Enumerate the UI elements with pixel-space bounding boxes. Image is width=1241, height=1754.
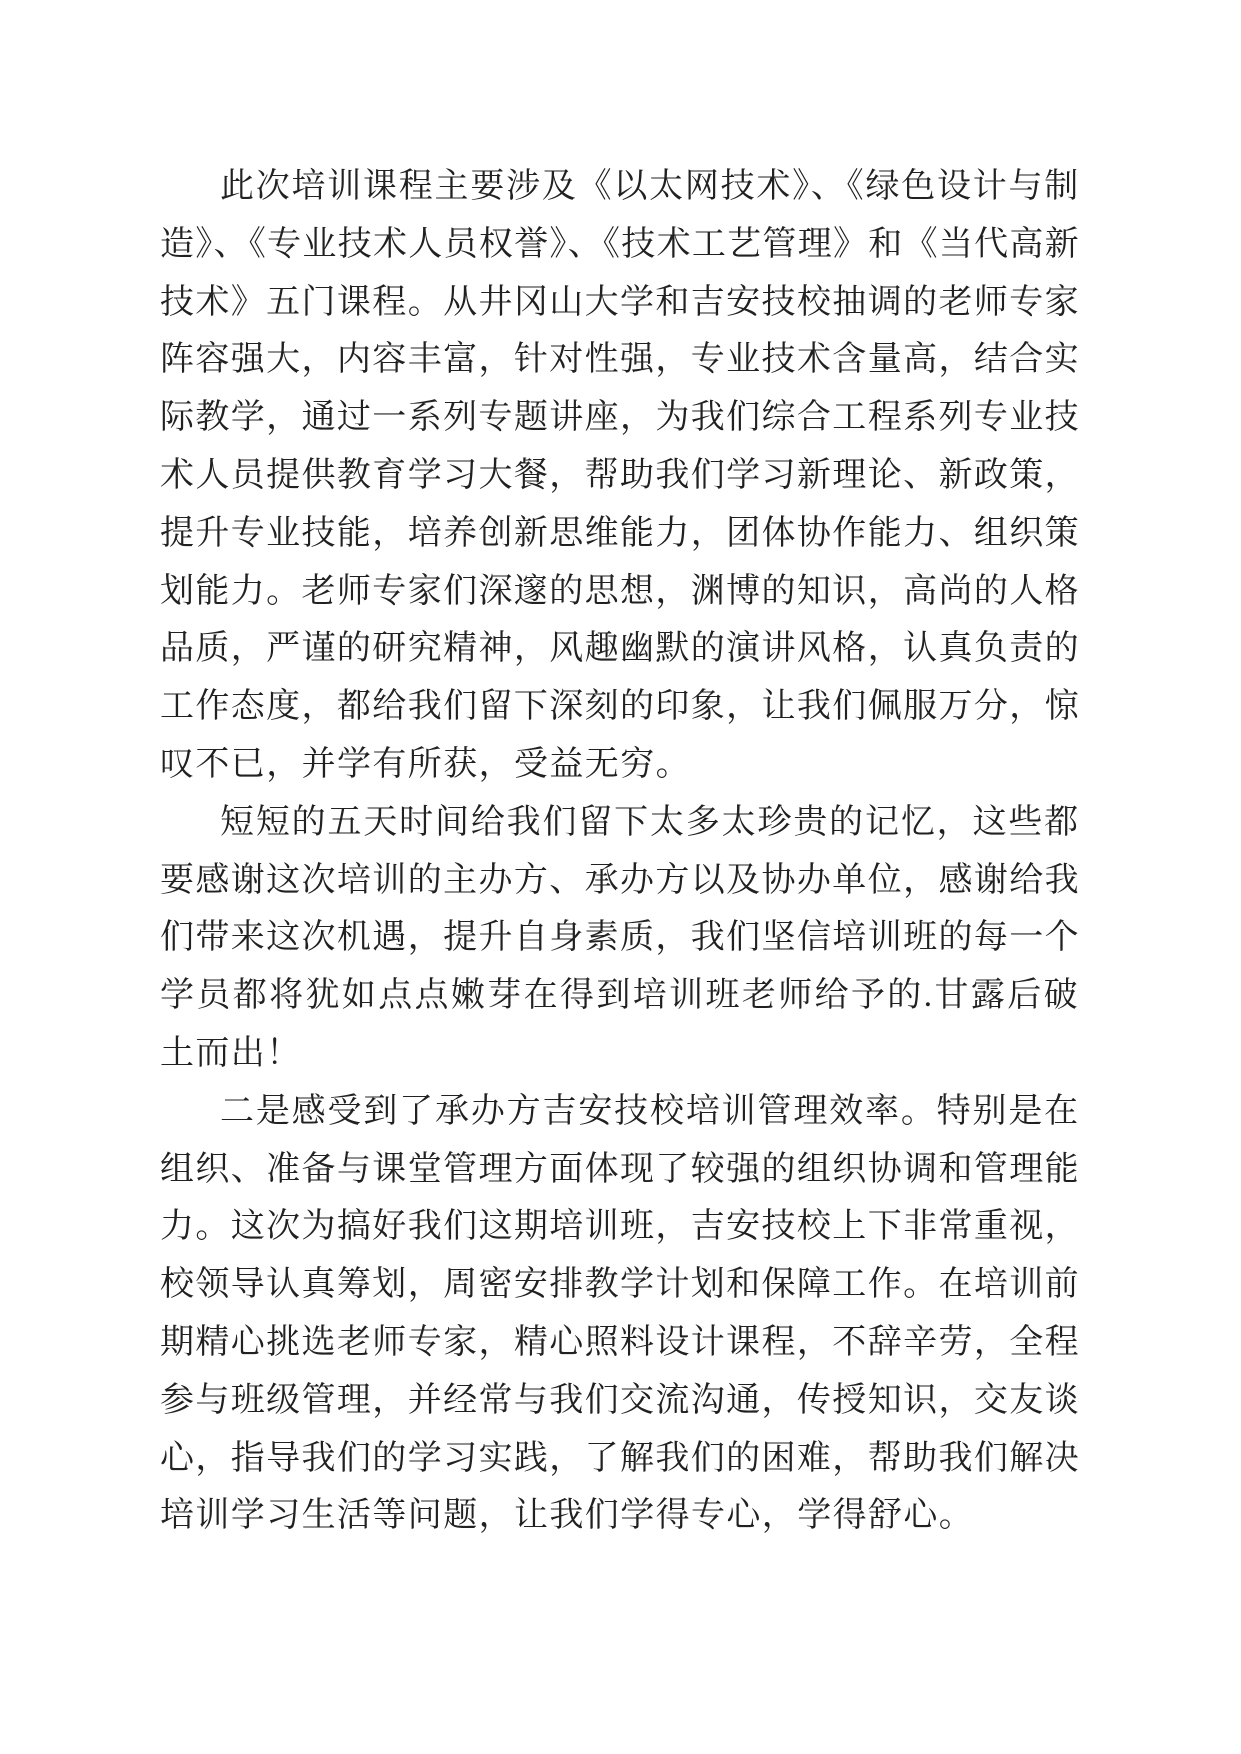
text-line: 期精心挑选老师专家，精心照料设计课程，不辞辛劳，全程 [160, 1323, 1080, 1361]
text-line: 组织、准备与课堂管理方面体现了较强的组织协调和管理能 [160, 1150, 1080, 1188]
text-line: 际教学，通过一系列专题讲座，为我们综合工程系列专业技 [160, 399, 1080, 437]
text-line: 造》、《专业技术人员权誉》、《技术工艺管理》和《当代高新 [160, 225, 1080, 263]
text-line: 学员都将犹如点点嫩芽在得到培训班老师给予的.甘露后破 [160, 977, 1080, 1015]
text-line: 要感谢这次培训的主办方、承办方以及协办单位，感谢给我 [160, 861, 1080, 899]
text-line: 们带来这次机遇，提升自身素质，我们坚信培训班的每一个 [160, 919, 1080, 957]
text-line: 二是感受到了承办方吉安技校培训管理效率。特别是在 [220, 1092, 1080, 1130]
text-line: 培训学习生活等问题，让我们学得专心，学得舒心。 [160, 1497, 975, 1535]
text-line: 叹不已，并学有所获，受益无穷。 [160, 745, 691, 783]
text-line: 校领导认真筹划，周密安排教学计划和保障工作。在培训前 [160, 1266, 1080, 1304]
text-line: 工作态度，都给我们留下深刻的印象，让我们佩服万分，惊 [160, 688, 1080, 726]
text-line: 土而出！ [160, 1034, 302, 1072]
text-line: 术人员提供教育学习大餐，帮助我们学习新理论、新政策， [160, 456, 1080, 494]
text-line: 阵容强大，内容丰富，针对性强，专业技术含量高，结合实 [160, 341, 1080, 379]
text-line: 提升专业技能，培养创新思维能力，团体协作能力、组织策 [160, 514, 1080, 552]
text-line: 心，指导我们的学习实践，了解我们的困难，帮助我们解决 [160, 1439, 1080, 1477]
text-line: 参与班级管理，并经常与我们交流沟通，传授知识，交友谈 [160, 1381, 1080, 1419]
document-text [160, 158, 1080, 1545]
text-line: 短短的五天时间给我们留下太多太珍贵的记忆，这些都 [220, 803, 1080, 841]
text-line: 划能力。老师专家们深邃的思想，渊博的知识，高尚的人格 [160, 572, 1080, 610]
text-line: 技术》五门课程。从井冈山大学和吉安技校抽调的老师专家 [160, 283, 1080, 321]
text-line: 此次培训课程主要涉及《以太网技术》、《绿色设计与制 [220, 168, 1080, 205]
text-line: 品质，严谨的研究精神，风趣幽默的演讲风格，认真负责的 [160, 630, 1080, 668]
text-line: 力。这次为搞好我们这期培训班，吉安技校上下非常重视， [160, 1208, 1080, 1246]
